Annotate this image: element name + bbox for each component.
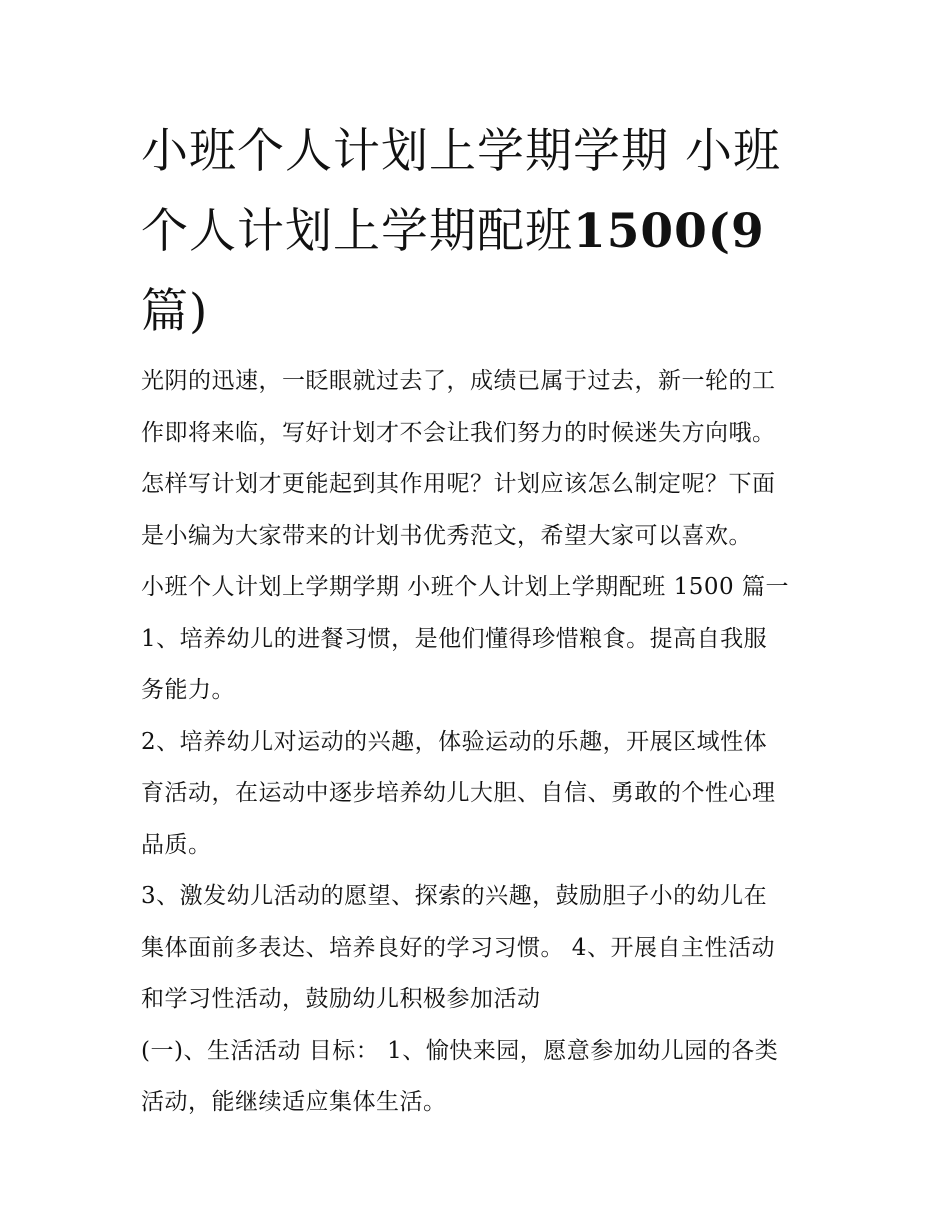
body-line: 品质。 xyxy=(141,831,212,858)
body-line: 作即将来临，写好计划才不会让我们努力的时候迷失方向哦。 xyxy=(141,419,776,446)
body-line: 集体面前多表达、培养良好的学习习惯。 4、开展自主性活动 xyxy=(141,934,775,961)
body-line: (一)、生活活动 目标： 1、愉快来园，愿意参加幼儿园的各类 xyxy=(141,1037,779,1064)
title-line-2-number: 1500(9 xyxy=(573,204,765,259)
body-line: 3、激发幼儿活动的愿望、探索的兴趣，鼓励胆子小的幼儿在 xyxy=(141,883,768,909)
body-line: 和学习性活动，鼓励幼儿积极参加活动 xyxy=(141,986,541,1012)
body-line: 育活动，在运动中逐步培养幼儿大胆、自信、勇敢的个性心理 xyxy=(141,780,776,806)
body-line: 务能力。 xyxy=(141,677,235,703)
title-line-2-text: 个人计划上学期配班 xyxy=(141,204,573,259)
body-line: 小班个人计划上学期学期 小班个人计划上学期配班 1500 篇一 xyxy=(141,574,789,600)
body-line: 1、培养幼儿的进餐习惯，是他们懂得珍惜粮食。提高自我服 xyxy=(141,625,768,652)
body-line: 光阴的迅速，一眨眼就过去了，成绩已属于过去，新一轮的工 xyxy=(141,368,776,394)
title-line-2 xyxy=(141,192,821,272)
document-title xyxy=(141,112,821,352)
body-line: 怎样写计划才更能起到其作用呢？计划应该怎么制定呢？下面 xyxy=(141,471,776,497)
body-line: 2、培养幼儿对运动的兴趣，体验运动的乐趣，开展区域性体 xyxy=(141,728,768,755)
document-body xyxy=(141,356,831,1129)
body-line: 活动，能继续适应集体生活。 xyxy=(141,1089,447,1115)
title-line-1: 小班个人计划上学期学期 小班 xyxy=(141,124,781,179)
body-line: 是小编为大家带来的计划书优秀范文，希望大家可以喜欢。 xyxy=(141,522,752,549)
title-line-3: 篇) xyxy=(141,284,209,339)
